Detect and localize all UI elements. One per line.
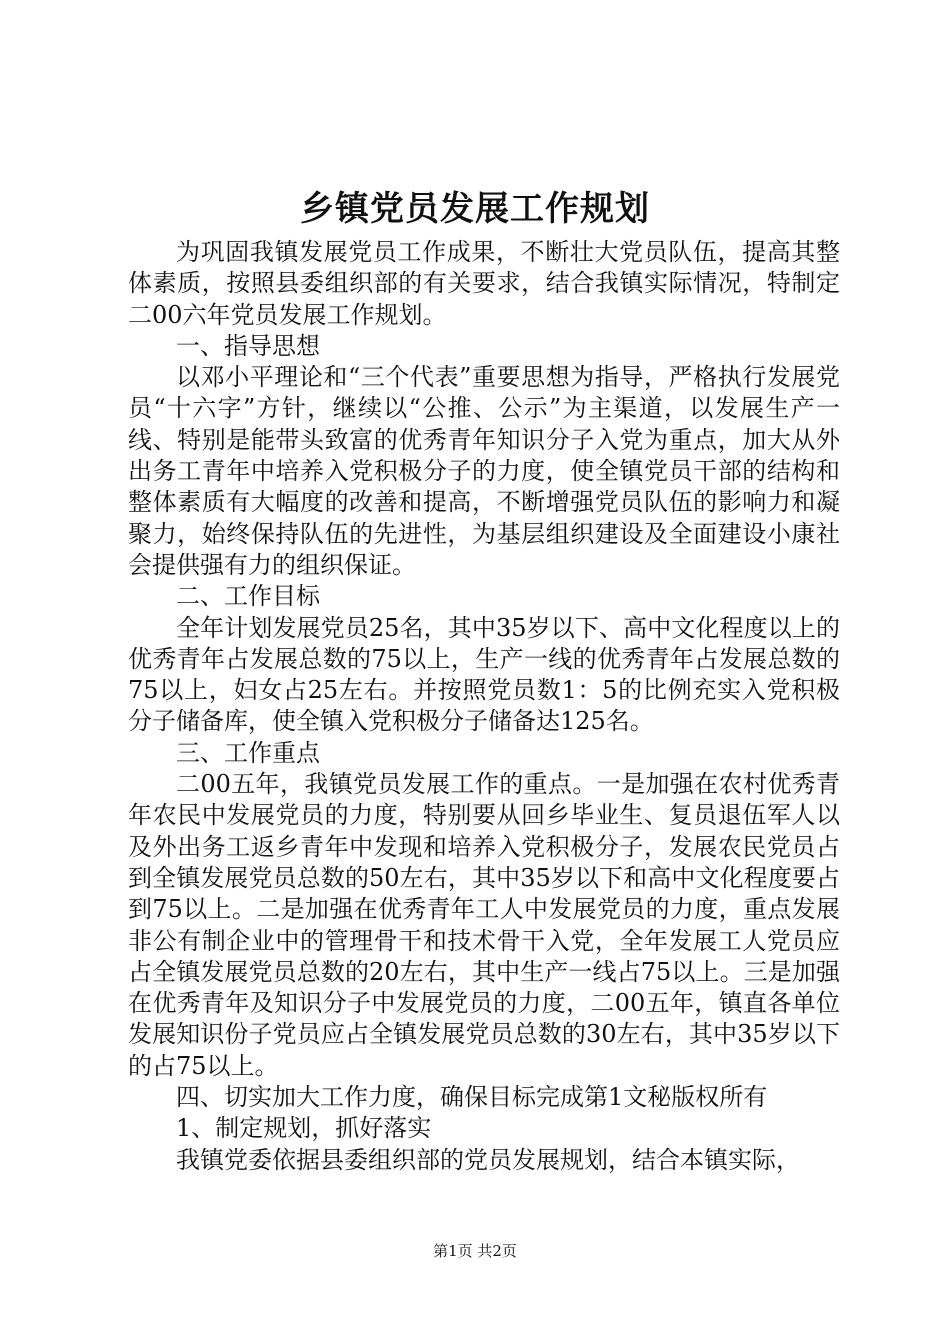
paragraph-planning: 我镇党委依据县委组织部的党员发展规划，结合本镇实际， [176,1145,800,1174]
heading-guiding-ideology: 一、指导思想 [176,331,320,360]
heading-work-focus: 三、工作重点 [176,738,320,767]
paragraph-guiding-ideology: 以邓小平理论和“三个代表”重要思想为指导，严格执行发展党员“十六字”方针，继续以“公推、公示”为主渠道，以发展生产一线、特别是能带头致富的优秀青年知识分子入党为重点，加大从外出务工青年中培养入党积极分子的力度，使全镇党员干部的结构和整体素质有大幅度的改善和提高，不断增强党员队伍的影响力和凝聚力，始终保持队伍的先进性，为基层组织建设及全面建设小康社会提供强有力的组织保证。 [128,363,840,579]
page-footer: 第1页 共2页 [433,1242,517,1260]
paragraph-intro: 为巩固我镇发展党员工作成果，不断壮大党员队伍，提高其整体素质，按照县委组织部的有关要求，结合我镇实际情况，特制定二00六年党员发展工作规划。 [128,238,840,329]
document-title: 乡镇党员发展工作规划 [300,189,650,229]
document-body [128,237,840,1176]
heading-work-goals: 二、工作目标 [176,582,320,611]
subheading-planning: 1、制定规划，抓好落实 [176,1114,432,1143]
heading-increase-efforts: 四、切实加大工作力度，确保目标完成第1文秘版权所有 [176,1083,768,1112]
paragraph-work-focus: 二00五年，我镇党员发展工作的重点。一是加强在农村优秀青年农民中发展党员的力度，特别要从回乡毕业生、复员退伍军人以及外出务工返乡青年中发现和培养入党积极分子，发展农民党员占到全镇发展党员总数的50左右，其中35岁以下和高中文化程度要占到75以上。二是加强在优秀青年工人中发展党员的力度，重点发展非公有制企业中的管理骨干和技术骨干入党，全年发展工人党员应占全镇发展党员总数的20左右，其中生产一线占75以上。三是加强在优秀青年及知识分子中发展党员的力度，二00五年，镇直各单位发展知识份子党员应占全镇发展党员总数的30左右，其中35岁以下的占75以上。 [128,770,840,1080]
paragraph-work-goals: 全年计划发展党员25名，其中35岁以下、高中文化程度以上的优秀青年占发展总数的75以上，生产一线的优秀青年占发展总数的75以上，妇女占25左右。并按照党员数1：5的比例充实入党积极分子储备库，使全镇入党积极分子储备达125名。 [128,613,840,736]
